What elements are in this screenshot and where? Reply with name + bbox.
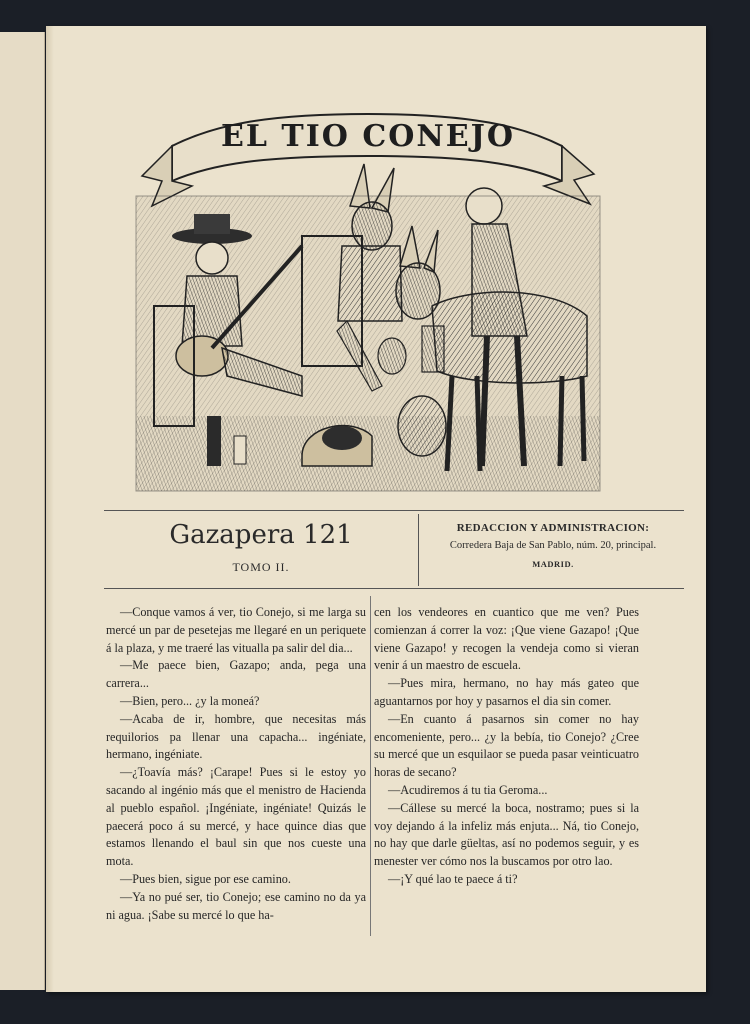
issue-title: Gazapera 121	[169, 520, 353, 550]
masthead-top-rule	[104, 510, 684, 511]
banner-title: EL TIO CONEJO	[221, 119, 515, 154]
editorial-heading: REDACCION Y ADMINISTRACION:	[456, 522, 650, 534]
paragraph: —¿Toavía más? ¡Carape! Pues si le estoy yo sacando al ingénio más que el menistro de Hacienda al pueblo español. ¡Ingéniate, ingéniate! Quizás le paecerá poco á su mercé, y hace quince dias que estamos llenando el baul sin que nos cueste una mota.	[106, 765, 366, 869]
paragraph: —Ya no pué ser, tio Conejo; ese camino no da ya ni agua. ¡Sabe su mercé lo que ha-	[106, 889, 366, 922]
masthead-bottom-rule	[104, 588, 684, 589]
text-column-left	[106, 604, 366, 924]
masthead-block	[104, 496, 684, 591]
text-column-right	[374, 604, 639, 889]
editorial-address: Corredera Baja de San Pablo, núm. 20, principal.	[449, 540, 657, 551]
masthead-illustration	[132, 86, 604, 496]
paragraph: —Acudiremos á tu tia Geroma...	[388, 782, 548, 797]
paragraph: —Bien, pero... ¿y la moneá?	[120, 693, 260, 708]
editorial-city: MADRID.	[532, 559, 574, 569]
paragraph: —¡Y qué lao te paece á ti?	[388, 871, 518, 886]
paragraph: —Conque vamos á ver, tio Conejo, si me larga su mercé un par de pesetejas me llegaré en un periquete á la plaza, y me traeré las vitualla pa salir del dia...	[106, 605, 366, 655]
paragraph: —Cállese su mercé la boca, nostramo; pues si la voy dejando á la infeliz más enjuta... Ná, tio Conejo, no hay que darle güeltas, así no podemos seguir, y es menester ver cómo nos la buscamos por otro lao.	[374, 800, 639, 869]
facing-page-edge	[0, 32, 45, 990]
volume-label: TOMO II.	[232, 560, 290, 574]
paragraph: —Pues bien, sigue por ese camino.	[120, 871, 291, 886]
paragraph: —Pues mira, hermano, no hay más gateo que aguantarnos por hoy y pasarnos el dia sin comer.	[374, 676, 639, 708]
paragraph: —Me paece bien, Gazapo; anda, pega una carrera...	[106, 658, 366, 691]
column-divider	[370, 596, 371, 936]
masthead-divider	[418, 514, 419, 586]
newspaper-page	[46, 26, 706, 992]
paragraph: cen los vendeores en cuantico que me ven? Pues comienzan á correr la voz: ¡Que viene Gazapo! ¡Que viene Gazapo! y recogen la vendeja como si vieran venir á un maestro de escuela.	[374, 605, 639, 673]
paragraph: —Acaba de ir, hombre, que necesitas más requilorios pa llenar una capacha... ingéniate, hermano, ingéniate.	[106, 711, 366, 762]
paragraph: —En cuanto á pasarnos sin comer no hay encomeniente, pero... ¿y la bebía, tio Conejo? ¿Cree su mercé que un esquilaor se pueda pasar veinticuatro horas de secano?	[374, 711, 639, 780]
page-gutter-shadow	[46, 26, 54, 992]
